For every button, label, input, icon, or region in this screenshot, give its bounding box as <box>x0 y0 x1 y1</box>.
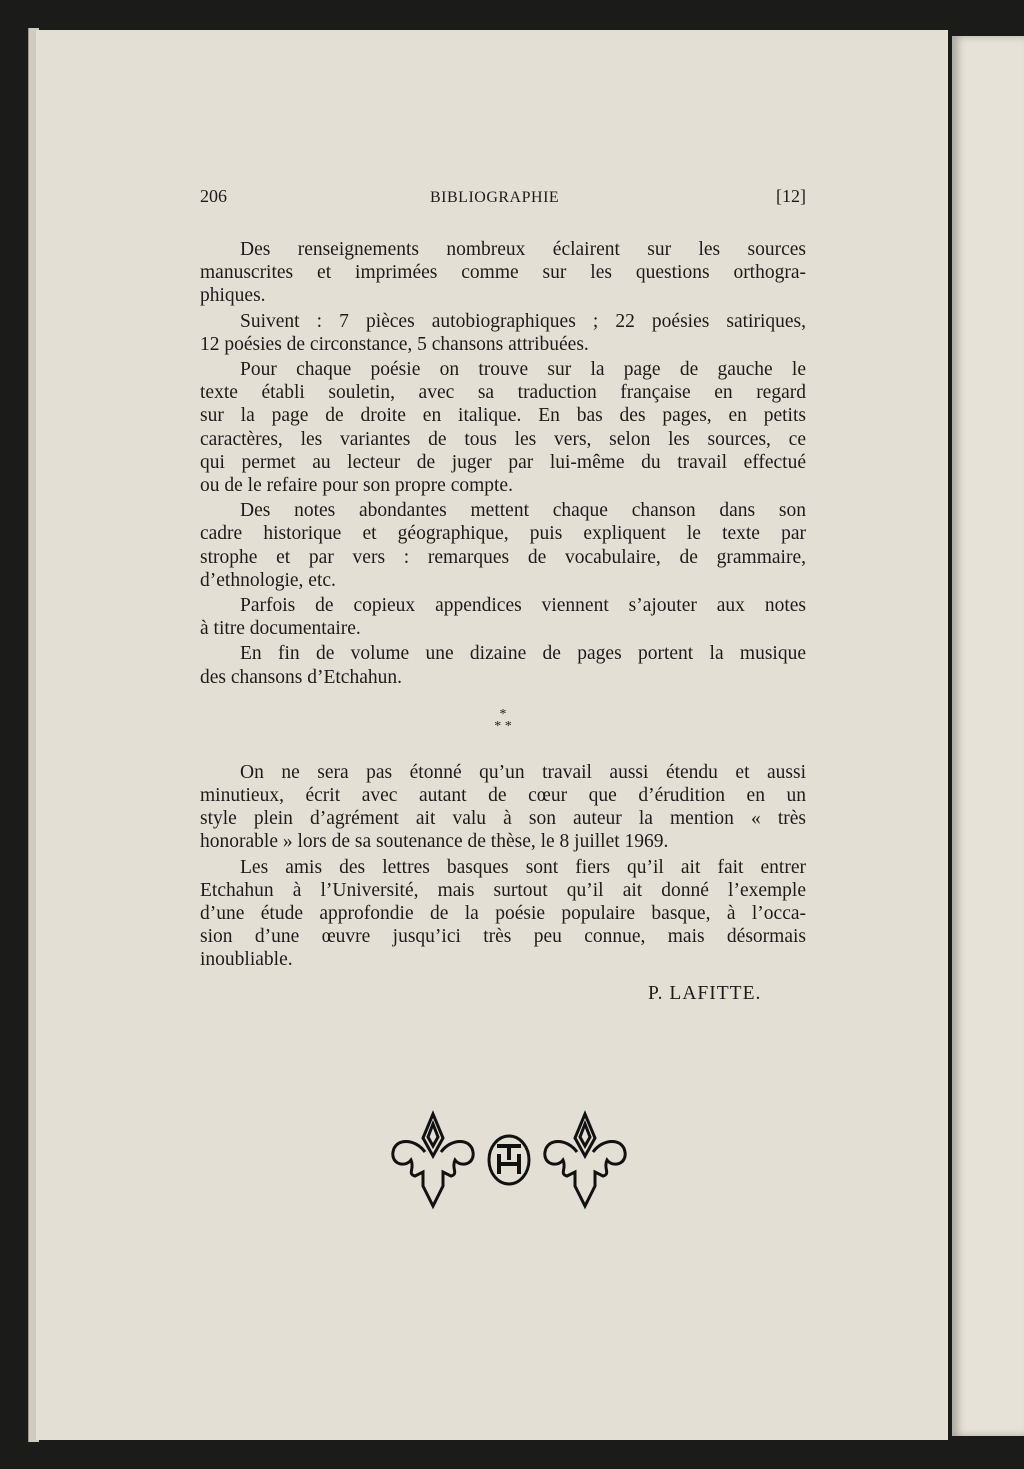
section-separator <box>200 706 806 734</box>
monogram-icon <box>489 1136 529 1184</box>
text-line: d’une étude approfondie de la poésie populaire basque, à l’occa- <box>200 903 806 925</box>
text-line: manuscrites et imprimées comme sur les questions orthogra- <box>200 262 806 284</box>
text-line: phiques. <box>200 285 266 307</box>
text-line: sion d’une œuvre jusqu’ici très peu connue, mais désormais <box>200 926 806 948</box>
fleur-de-lis-icon <box>393 1114 473 1206</box>
body-text <box>200 238 806 974</box>
paragraph <box>200 594 806 640</box>
text-line: à titre documentaire. <box>200 618 361 640</box>
signature: P. LAFITTE. <box>648 983 762 1004</box>
text-line: 12 poésies de circonstance, 5 chansons attribuées. <box>200 333 589 355</box>
facing-page-edge <box>952 36 1024 1436</box>
text-line: caractères, les variantes de tous les vers, selon les sources, ce <box>200 428 806 450</box>
text-line: minutieux, écrit avec autant de cœur que d’érudition en un <box>200 785 806 807</box>
text-line: des chansons d’Etchahun. <box>200 666 402 688</box>
text-line: sur la page de droite en italique. En bas des pages, en petits <box>200 405 806 427</box>
text-line: On ne sera pas étonné qu’un travail aussi étendu et aussi <box>240 761 806 783</box>
text-line: Parfois de copieux appendices viennent s’ajouter aux notes <box>240 595 806 617</box>
text-line: Etchahun à l’Université, mais surtout qu’il ait donné l’exemple <box>200 879 806 901</box>
paragraph <box>200 856 806 972</box>
text-line: Des renseignements nombreux éclairent sur les sources <box>240 239 806 260</box>
text-line: style plein d’agrément ait valu à son auteur la mention « très <box>200 808 806 830</box>
paragraph <box>200 642 806 688</box>
text-line: En fin de volume une dizaine de pages portent la musique <box>240 643 806 665</box>
text-line: Des notes abondantes mettent chaque chanson dans son <box>240 500 806 522</box>
text-line: strophe et par vers : remarques de vocabulaire, de grammaire, <box>200 546 806 568</box>
paragraph <box>200 358 806 497</box>
text-line: Suivent : 7 pièces autobiographiques ; 22 poésies satiriques, <box>240 310 806 332</box>
paragraph <box>200 761 806 854</box>
text-line: inoubliable. <box>200 949 293 971</box>
paragraph <box>200 499 806 592</box>
text-line: d’ethnologie, etc. <box>200 569 336 591</box>
paragraph <box>200 238 806 308</box>
text-line: ou de le refaire pour son propre compte. <box>200 475 513 497</box>
text-line: texte établi souletin, avec sa traduction française en regard <box>200 382 806 404</box>
separator-star: * <box>499 706 507 722</box>
fleur-de-lis-icon <box>545 1114 625 1206</box>
page-number: 206 <box>200 186 227 206</box>
running-title: BIBLIOGRAPHIE <box>430 189 560 206</box>
text-line: honorable » lors de sa soutenance de thèse, le 8 juillet 1969. <box>200 831 669 853</box>
paragraph <box>200 310 806 356</box>
text-line: cadre historique et géographique, puis expliquent le texte par <box>200 523 806 545</box>
fleur-de-lis-ornament <box>385 1108 635 1212</box>
text-line: Pour chaque poésie on trouve sur la page de gauche le <box>240 359 806 381</box>
text-line: qui permet au lecteur de juger par lui-même du travail effectué <box>200 451 806 473</box>
separator-stars: * * <box>494 718 512 734</box>
section-number: [12] <box>776 186 806 206</box>
text-line: Les amis des lettres basques sont fiers qu’il ait fait entrer <box>240 856 806 878</box>
running-header <box>200 186 806 212</box>
